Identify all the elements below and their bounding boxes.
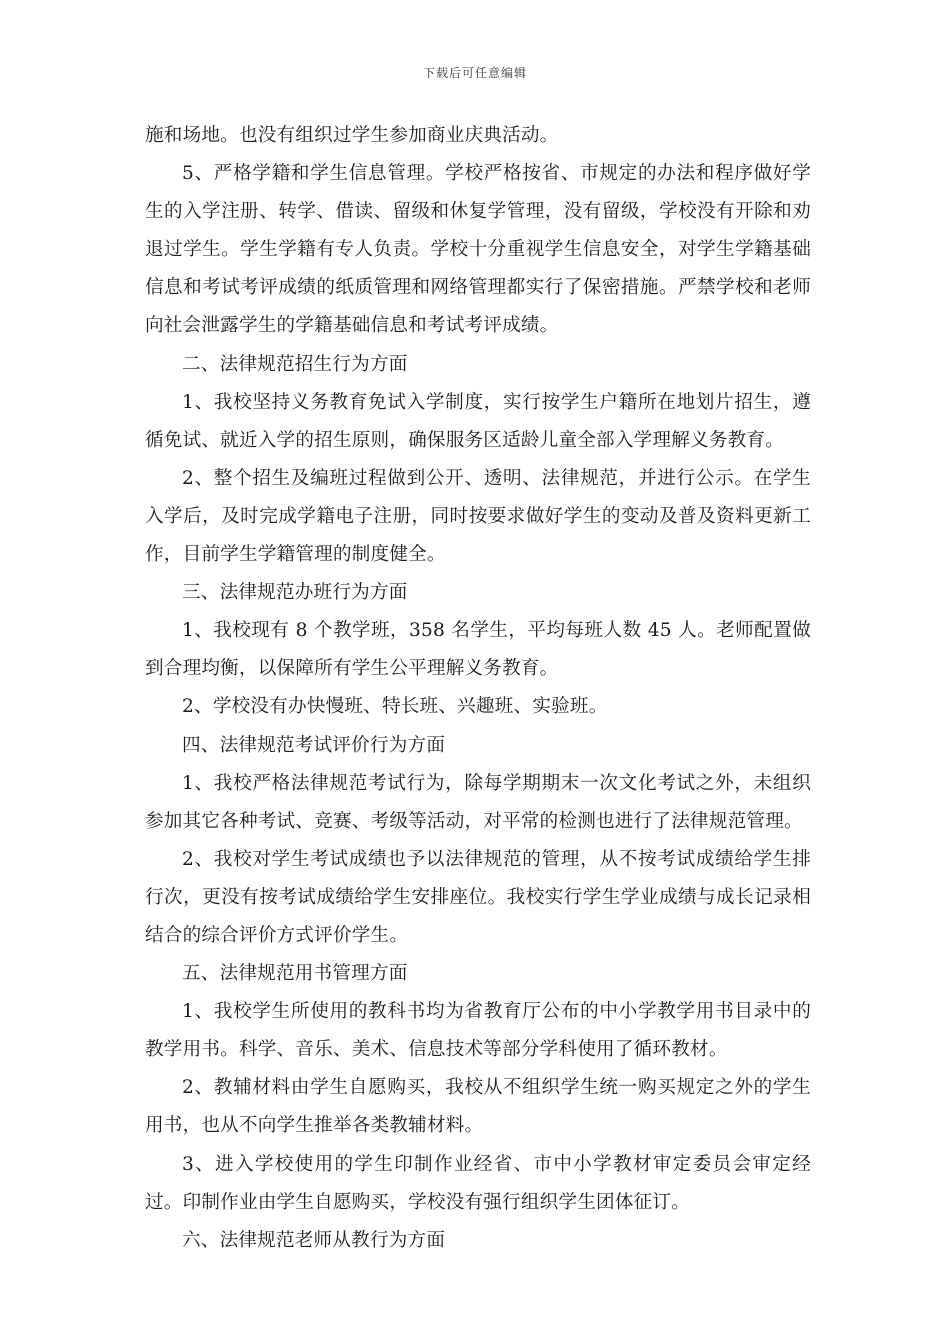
paragraph: 1、我校严格法律规范考试行为，除每学期期末一次文化考试之外，未组织参加其它各种考试、竞赛、考级等活动，对平常的检测也进行了法律规范管理。 <box>145 772 811 832</box>
section-heading: 三、法律规范办班行为方面 <box>182 582 408 604</box>
paragraph: 2、教辅材料由学生自愿购买，我校从不组织学生统一购买规定之外的学生用书，也从不向学生推举各类教辅材料。 <box>145 1077 811 1137</box>
paragraph: 施和场地。也没有组织过学生参加商业庆典活动。 <box>145 125 559 146</box>
section-heading: 四、法律规范考试评价行为方面 <box>182 734 446 756</box>
paragraph: 1、我校坚持义务教育免试入学制度，实行按学生户籍所在地划片招生，遵循免试、就近入学的招生原则，确保服务区适龄儿童全部入学理解义务教育。 <box>145 391 811 451</box>
paragraph: 3、进入学校使用的学生印制作业经省、市中小学教材审定委员会审定经过。印制作业由学生自愿购买，学校没有强行组织学生团体征订。 <box>145 1153 811 1213</box>
paragraph: 1、我校现有 8 个教学班，358 名学生，平均每班人数 45 人。老师配置做到合理均衡，以保障所有学生公平理解义务教育。 <box>145 620 811 680</box>
section-heading: 五、法律规范用书管理方面 <box>182 963 408 985</box>
section-heading: 六、法律规范老师从教行为方面 <box>182 1229 446 1251</box>
section-heading: 二、法律规范招生行为方面 <box>182 353 408 375</box>
paragraph: 2、学校没有办快慢班、特长班、兴趣班、实验班。 <box>182 696 608 718</box>
document-body <box>145 117 811 1260</box>
paragraph: 5、严格学籍和学生信息管理。学校严格按省、市规定的办法和程序做好学生的入学注册、转学、借读、留级和休复学管理，没有留级，学校没有开除和劝退过学生。学生学籍有专人负责。学校十分重视学生信息安全，对学生学籍基础信息和考试考评成绩的纸质管理和网络管理都实行了保密措施。严禁学校和老师向社会泄露学生的学籍基础信息和考试考评成绩。 <box>145 163 811 337</box>
paragraph: 2、整个招生及编班过程做到公开、透明、法律规范，并进行公示。在学生入学后，及时完成学籍电子注册，同时按要求做好学生的变动及普及资料更新工作，目前学生学籍管理的制度健全。 <box>145 467 811 566</box>
paragraph: 1、我校学生所使用的教科书均为省教育厅公布的中小学教学用书目录中的教学用书。科学、音乐、美术、信息技术等部分学科使用了循环教材。 <box>145 1001 811 1061</box>
paragraph: 2、我校对学生考试成绩也予以法律规范的管理，从不按考试成绩给学生排行次，更没有按考试成绩给学生安排座位。我校实行学生学业成绩与成长记录相结合的综合评价方式评价学生。 <box>145 848 811 946</box>
page-header-note: 下载后可任意编辑 <box>422 66 527 80</box>
